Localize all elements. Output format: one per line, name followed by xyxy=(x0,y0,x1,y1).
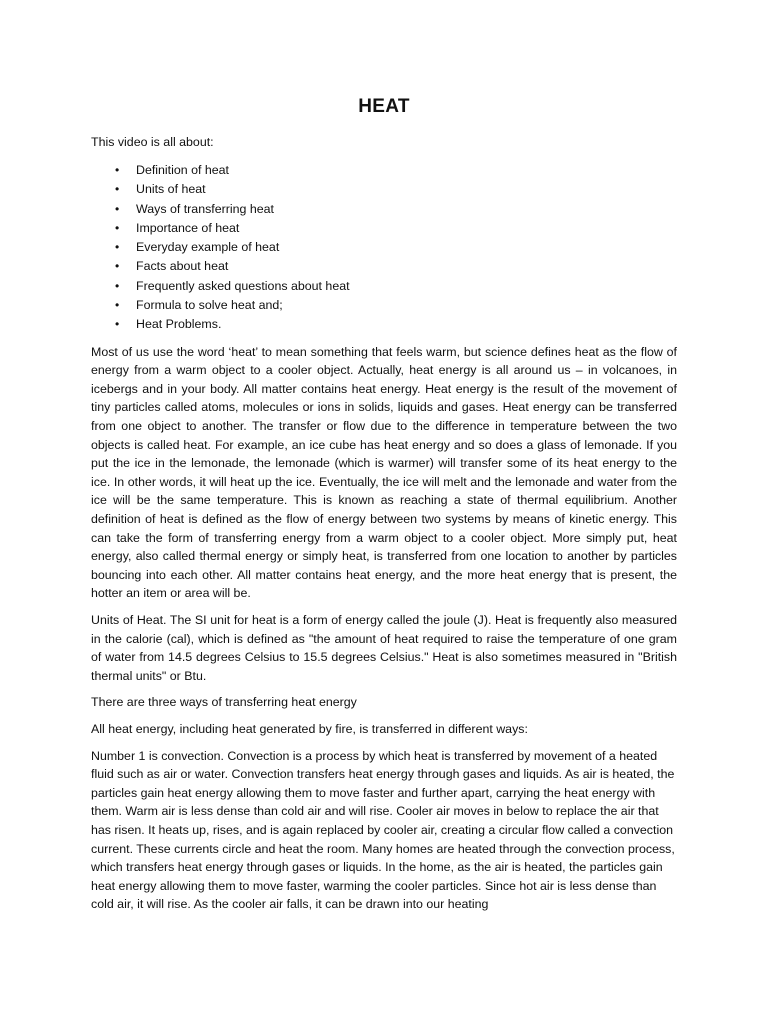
topic-item xyxy=(91,238,677,257)
topic-label: Frequently asked questions about heat xyxy=(136,278,350,293)
topic-label: Importance of heat xyxy=(136,220,240,235)
bullet-icon: • xyxy=(115,182,120,197)
document-page xyxy=(91,94,677,922)
units-paragraph: Units of Heat. The SI unit for heat is a form of energy called the joule (J). Heat is frequently also measured in the calorie (cal), which is defined as "the amount of heat required to raise the temperature of one gram of water from 14.5 degrees Celsius to 15.5 degrees Celsius." Heat is also sometimes measured in "British thermal units" or Btu. xyxy=(91,612,677,683)
bullet-icon: • xyxy=(115,220,120,235)
transfer-intro-paragraph: All heat energy, including heat generated by fire, is transferred in different ways: xyxy=(91,721,528,736)
bullet-icon: • xyxy=(115,163,120,177)
bullet-icon: • xyxy=(115,259,120,274)
topic-item xyxy=(91,277,677,296)
topic-label: Units of heat xyxy=(136,182,206,197)
topic-label: Facts about heat xyxy=(136,259,229,274)
section-heading: There are three ways of transferring heat energy xyxy=(91,695,357,710)
topic-label: Everyday example of heat xyxy=(136,240,280,255)
topic-item xyxy=(91,161,677,180)
topic-item xyxy=(91,200,677,219)
topic-item xyxy=(91,219,677,238)
topic-label: Formula to solve heat and; xyxy=(136,298,283,313)
definition-paragraph: Most of us use the word ‘heat’ to mean something that feels warm, but science defines heat as the flow of energy from a warm object to a cooler object. Actually, heat energy is all around us – in volcanoes, in icebergs and in your body. All matter contains heat energy. Heat energy is the result of the movement of tiny particles called atoms, molecules or ions in solids, liquids and gases. Heat energy can be transferred from one object to another. The transfer or flow due to the difference in temperature between the two objects is called heat. For example, an ice cube has heat energy and so does a glass of lemonade. If you put the ice in the lemonade, the lemonade (which is warmer) will transfer some of its heat energy to the ice. In other words, it will heat up the ice. Eventually, the ice will melt and the lemonade and water from the ice will be the same temperature. This is known as reaching a state of thermal equilibrium. Another definition of heat is defined as the flow of energy between two systems by means of kinetic energy. This can take the form of transferring energy from a warm object to a cooler object. More simply put, heat energy, also called thermal energy or simply heat, is transferred from one location to another by particles bouncing into each other. All matter contains heat energy, and the more heat energy that is present, the hotter an item or area will be. xyxy=(91,344,677,601)
topic-item xyxy=(91,180,677,199)
bullet-icon: • xyxy=(115,317,120,332)
topic-label: Ways of transferring heat xyxy=(136,201,274,216)
bullet-icon: • xyxy=(115,240,120,255)
document-title: HEAT xyxy=(358,96,410,117)
topic-list xyxy=(91,161,677,335)
topic-item xyxy=(91,296,677,315)
topic-item xyxy=(91,257,677,276)
topic-item xyxy=(91,315,677,334)
topic-label: Heat Problems. xyxy=(136,317,222,332)
topic-label: Definition of heat xyxy=(136,163,229,177)
bullet-icon: • xyxy=(115,298,120,313)
bullet-icon: • xyxy=(115,201,120,216)
bullet-icon: • xyxy=(115,278,120,293)
intro-text: This video is all about: xyxy=(91,135,214,149)
convection-paragraph: Number 1 is convection. Convection is a process by which heat is transferred by movement of a heated fluid such as air or water. Convection transfers heat energy through gases and liquids. As air is heated, the particles gain heat energy allowing them to move faster and further apart, carrying the heat energy with them. Warm air is less dense than cold air and will rise. Cooler air moves in below to replace the air that has risen. It heats up, rises, and is again replaced by cooler air, creating a circular flow called a convection current. These currents circle and heat the room. Many homes are heated through the convection process, which transfers heat energy through gases or liquids. In the home, as the air is heated, the particles gain heat energy allowing them to move faster, warming the cooler particles. Since hot air is less dense than cold air, it will rise. As the cooler air falls, it can be drawn into our heating xyxy=(91,748,675,912)
